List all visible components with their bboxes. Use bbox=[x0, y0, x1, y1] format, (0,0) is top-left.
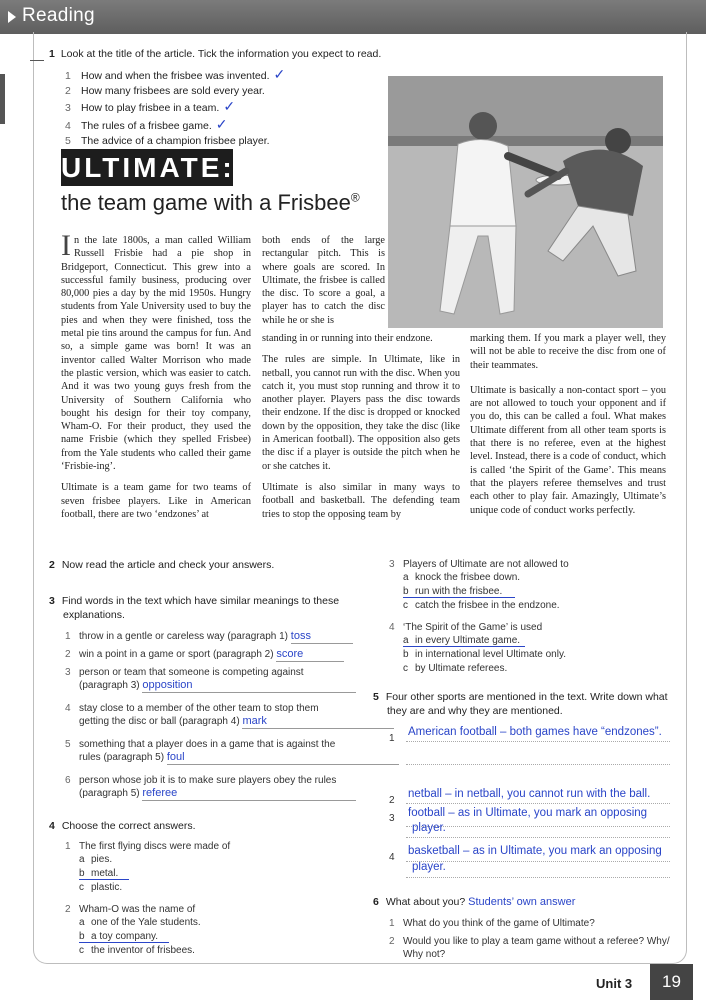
article-column-1 bbox=[61, 229, 251, 529]
play-triangle-icon bbox=[8, 11, 16, 23]
q4-question: 4 ‘The Spirit of the Game’ is used bbox=[389, 622, 543, 633]
q5-number: 1 bbox=[389, 733, 395, 744]
q6-answer[interactable]: Students’ own answer bbox=[468, 896, 576, 908]
article-column-2-bottom bbox=[262, 332, 460, 529]
answer-field[interactable]: toss bbox=[291, 630, 353, 644]
q5-answer-continued[interactable]: player. bbox=[412, 861, 446, 873]
answer-field[interactable]: mark bbox=[242, 715, 394, 729]
q4-option-selected[interactable]: b metal. bbox=[79, 868, 129, 880]
q4-option[interactable]: b in international level Ultimate only. bbox=[403, 649, 567, 660]
q3-item: 5 something that a player does in a game that is against the rules (paragraph 5) foul bbox=[65, 738, 399, 765]
q5-answer[interactable]: netball – in netball, you cannot run with the ball. bbox=[408, 788, 651, 800]
drop-cap: I bbox=[61, 229, 71, 262]
article-subtitle: the team game with a Frisbee® bbox=[61, 190, 360, 215]
section-header bbox=[0, 0, 706, 34]
article-paragraph-5: Ultimate is basically a non-contact sport – you are not allowed to touch your opponent and if you do, this can be called a foul. What makes Ultimate different from all other team sports is that there is no referee, even at the highest level. Instead, there is a code of conduct, which is called ‘the Spirit of the Game’. This means that the players referee themselves and trust each other to play fair. Amazingly, Ultimate’s unique code of conduct works perfectly. bbox=[470, 384, 666, 516]
q1-prompt: 1 Look at the title of the article. Tick the information you expect to read. bbox=[49, 48, 382, 60]
article-paragraph-4: Ultimate is also similar in many ways to football and basketball. The defending team tries to stop the opposing team by bbox=[262, 481, 460, 520]
q5-answer[interactable]: basketball – as in Ultimate, you mark an opposing bbox=[408, 845, 662, 857]
answer-line bbox=[406, 861, 670, 862]
q4-option[interactable]: a one of the Yale students. bbox=[79, 917, 201, 928]
q3-item: 1 throw in a gentle or careless way (paragraph 1) toss bbox=[65, 630, 353, 644]
q5-answer[interactable]: football – as in Ultimate, you mark an opposing bbox=[408, 807, 648, 819]
check-icon: ✓ bbox=[215, 115, 228, 132]
q4-option[interactable]: c by Ultimate referees. bbox=[403, 663, 508, 674]
q1-item: 4 The rules of a frisbee game. ✓ bbox=[65, 115, 228, 132]
q4-option[interactable]: c catch the frisbee in the endzone. bbox=[403, 600, 560, 611]
article-paragraph-1: In the late 1800s, a man called William Russell Frisbie had a pie shop in Bridgeport, Connecticut. This grew into a successful family business, producing over 80,000 pies a day by the mid 1950s. Hungry students from Yale University used to buy the pies and when they were finished, toss the metal pie tins around the campus for fun. And so, a simple game was born! It was an inventor called Walter Morrison who made the plastic version, which was easier to catch. And it was two young guys fresh from the University of Southern California who bought his design for their toy company, Wham-O. For their product, they used the name Frisbie (which they spelled Frisbee) from the Yale students who called their game ‘Frisbie-ing’. bbox=[61, 229, 251, 473]
q1-item: 1 How and when the frisbee was invented. ✓ bbox=[65, 66, 286, 82]
q6-item: 1 What do you think of the game of Ultimate? bbox=[389, 918, 595, 929]
q2-prompt: 2 Now read the article and check your answers. bbox=[49, 559, 275, 571]
answer-line bbox=[406, 837, 670, 838]
q3-item: 4 stay close to a member of the other team to stop them getting the disc or ball (paragraph 4) mark bbox=[65, 702, 394, 729]
article-paragraph-3: The rules are simple. In Ultimate, like in netball, you cannot run with the disc. When you catch it, you must stop running and throw it to another player. Players pass the disc towards their endzone. If the disc is dropped or knocked down by the opposition, they take the disc (like in American football). The opposition also gets the disc if a player is outside the pitch when he or she catches it. bbox=[262, 354, 460, 472]
answer-field[interactable]: score bbox=[276, 648, 344, 662]
answer-line bbox=[406, 877, 670, 878]
article-paragraph-4b: marking them. If you mark a player well, they will not be able to receive the disc from one of their teammates. bbox=[470, 333, 666, 371]
article-column-2-top bbox=[262, 234, 385, 335]
frisbee-players-photo bbox=[388, 76, 663, 328]
q5-prompt: 5 Four other sports are mentioned in the text. Write down what they are and why they are mentioned. bbox=[373, 691, 668, 717]
q3-item: 3 person or team that someone is competing against (paragraph 3) opposition bbox=[65, 666, 356, 693]
q4-question: 2 Wham-O was the name of bbox=[65, 904, 196, 915]
answer-field[interactable]: opposition bbox=[142, 679, 356, 693]
q4-question: 1 The first flying discs were made of bbox=[65, 841, 231, 852]
q4-option[interactable]: c plastic. bbox=[79, 882, 123, 893]
answer-line bbox=[406, 803, 670, 804]
q4-question: 3 Players of Ultimate are not allowed to bbox=[389, 559, 569, 570]
q5-answer[interactable]: American football – both games have “endzones”. bbox=[408, 726, 662, 738]
q6-prompt: 6 What about you? Students’ own answer bbox=[373, 896, 576, 908]
q5-number: 2 bbox=[389, 795, 395, 806]
q4-option-selected[interactable]: b run with the frisbee. bbox=[403, 586, 515, 598]
q1-list bbox=[65, 67, 285, 149]
section-title: Reading bbox=[22, 5, 95, 26]
article-paragraph-2c: standing in or running into their endzone. bbox=[262, 333, 433, 344]
article-headline: ULTIMATE: bbox=[61, 149, 233, 186]
article-paragraph-2b: both ends of the large rectangular pitch. This is where goals are scored. In Ultimate, the frisbee is called the disc. To score a goal, a player has to catch the disc while he or she is bbox=[262, 235, 385, 326]
check-icon: ✓ bbox=[223, 98, 236, 115]
q4-option[interactable]: a pies. bbox=[79, 854, 113, 865]
q4-option-selected[interactable]: b a toy company. bbox=[79, 931, 169, 943]
unit-label: Unit 3 bbox=[596, 976, 633, 991]
q4-option-selected[interactable]: a in every Ultimate game. bbox=[403, 635, 525, 647]
q1-item: 5 The advice of a champion frisbee player. bbox=[65, 134, 270, 147]
answer-line bbox=[406, 741, 670, 742]
article-paragraph-2: Ultimate is a team game for two teams of seven frisbee players. Like in American football, there are two ‘endzones’ at bbox=[61, 482, 251, 520]
q3-prompt: 3 Find words in the text which have similar meanings to these explanations. bbox=[49, 595, 340, 621]
q4-prompt: 4 Choose the correct answers. bbox=[49, 820, 196, 832]
q5-answer-continued[interactable]: player. bbox=[412, 822, 446, 834]
answer-field[interactable]: foul bbox=[167, 751, 399, 765]
q4-option[interactable]: c the inventor of frisbees. bbox=[79, 945, 195, 956]
q4-option[interactable]: a knock the frisbee down. bbox=[403, 572, 521, 583]
q5-number: 3 bbox=[389, 813, 395, 824]
answer-line bbox=[406, 764, 670, 765]
top-rule bbox=[30, 60, 44, 61]
page-number: 19 bbox=[650, 964, 693, 1000]
q3-item: 6 person whose job it is to make sure players obey the rules (paragraph 5) referee bbox=[65, 774, 356, 801]
q5-number: 4 bbox=[389, 852, 395, 863]
q1-item: 2 How many frisbees are sold every year. bbox=[65, 85, 265, 98]
article-column-3 bbox=[470, 332, 666, 525]
players-illustration bbox=[388, 76, 663, 328]
check-icon: ✓ bbox=[273, 66, 286, 82]
left-tab-marker bbox=[0, 74, 5, 124]
q3-item: 2 win a point in a game or sport (paragraph 2) score bbox=[65, 648, 344, 662]
answer-field[interactable]: referee bbox=[142, 787, 356, 801]
q6-item: 2 Would you like to play a team game without a referee? Why/ Why not? bbox=[389, 936, 670, 960]
q1-item: 3 How to play frisbee in a team. ✓ bbox=[65, 98, 236, 115]
